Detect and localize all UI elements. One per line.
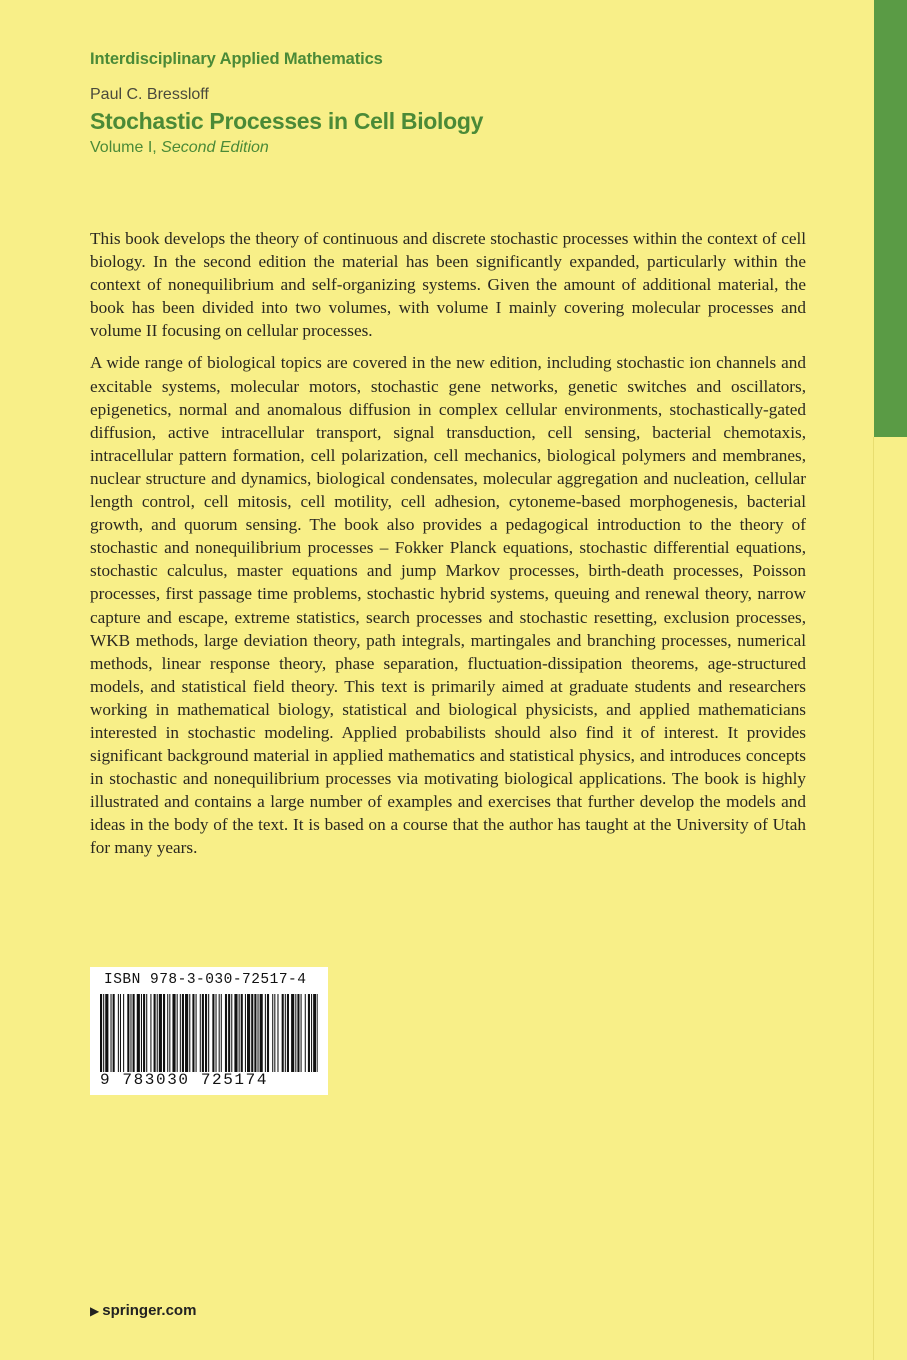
publisher-url: springer.com (102, 1302, 197, 1319)
barcode-bar (308, 994, 310, 1072)
barcode-bar (295, 994, 296, 1072)
edition-label: Second Edition (161, 139, 269, 156)
barcode-bar (167, 994, 168, 1072)
barcode-digits: 9 783030 725174 (100, 1071, 269, 1089)
barcode-bar (301, 994, 302, 1072)
barcode-bar (231, 994, 232, 1072)
blurb-text (90, 227, 806, 869)
publisher-link[interactable] (90, 1302, 196, 1319)
barcode-bar (182, 994, 184, 1072)
barcode-bar (291, 994, 294, 1072)
barcode-bar (169, 994, 170, 1072)
barcode-bar (297, 994, 299, 1072)
barcode-bar (189, 994, 190, 1072)
barcode-bar (205, 994, 207, 1072)
cover-header (90, 50, 850, 157)
barcode-bar (185, 994, 188, 1072)
barcode-bar (192, 994, 194, 1072)
barcode-bar (317, 994, 318, 1072)
barcode-bar (221, 994, 222, 1072)
spine-divider (873, 437, 874, 1360)
barcode-bar (239, 994, 240, 1072)
barcode-bar (105, 994, 108, 1072)
barcode-bar (247, 994, 250, 1072)
series-title: Interdisciplinary Applied Mathematics (90, 50, 383, 68)
isbn-barcode (90, 967, 328, 1095)
barcode-bar (111, 994, 112, 1072)
blurb-paragraph-2: A wide range of biological topics are covered in the new edition, including stochastic ion channels and excitable systems, molecular motors, stochastic gene networks, genetic switches and oscillators, epigenetics, normal and anomalous diffusion in complex cellular environments, stochastically-gated diffusion, active intracellular transport, signal transduction, cell sensing, bacterial chemotaxis, intracellular pattern formation, cell polarization, cell mechanics, biological polymers and membranes, nuclear structure and dynamics, biological condensates, molecular aggregation and nucleation, cellular length control, cell mitosis, cell motility, cell adhesion, cytoneme-based morphogenesis, bacterial growth, and quorum sensing. The book also provides a pedagogical introduction to the theory of stochastic and nonequilibrium processes – Fokker Planck equations, stochastic differential equations, stochastic calculus, master equations and jump Markov processes, birth-death processes, Poisson processes, first passage time problems, stochastic hybrid systems, queuing and renewal theory, narrow capture and escape, extreme statistics, search processes and stochastic resetting, exclusion processes, WKB methods, large deviation theory, path integrals, martingales and branching processes, numerical methods, linear response theory, phase separation, fluctuation-dissipation theorems, age-structured models, and statistical field theory. This text is primarily aimed at graduate students and researchers working in mathematical biology, statistical and biological physicists, and applied mathematicians interested in stochastic modeling. Applied probabilists should also find it of interest. It provides significant background material in applied mathematics and statistical physics, and introduces concepts in stochastic and nonequilibrium processes via motivating biological applications. The book is highly illustrated and contains a large number of examples and exercises that further develop the models and ideas in the body of the text. It is based on a course that the author has taught at the University of Utah for many years. (90, 353, 806, 858)
barcode-bars (100, 994, 318, 1072)
barcode-bar (154, 994, 156, 1072)
barcode-bar (313, 994, 316, 1072)
barcode-bar (157, 994, 158, 1072)
book-title: Stochastic Processes in Cell Biology (90, 108, 484, 134)
barcode-bar (287, 994, 289, 1072)
barcode-bar (120, 994, 121, 1072)
barcode-bar (265, 994, 266, 1072)
barcode-bar (258, 994, 259, 1072)
barcode-bar (159, 994, 162, 1072)
barcode-bar (103, 994, 104, 1072)
barcode-bar (130, 994, 131, 1072)
volume-label: Volume I, (90, 139, 162, 156)
spine-color-bar (874, 0, 907, 437)
barcode-bar (113, 994, 115, 1072)
volume-edition (90, 139, 850, 157)
barcode-bar (228, 994, 230, 1072)
triangle-right-icon: ▶ (90, 1304, 100, 1318)
barcode-bar (163, 994, 165, 1072)
barcode-bar (272, 994, 273, 1072)
barcode-bar (172, 994, 175, 1072)
barcode-bar (285, 994, 286, 1072)
barcode-bar (305, 994, 306, 1072)
barcode-bar (133, 994, 135, 1072)
barcode-bar (143, 994, 145, 1072)
barcode-bar (208, 994, 209, 1072)
barcode-bar (277, 994, 278, 1072)
barcode-bar (123, 994, 124, 1072)
barcode-bar (196, 994, 197, 1072)
barcode-bar (150, 994, 151, 1072)
barcode-bar (216, 994, 217, 1072)
barcode-bar (177, 994, 178, 1072)
isbn-label: ISBN 978-3-030-72517-4 (104, 972, 307, 988)
barcode-bar (146, 994, 147, 1072)
barcode-bar (137, 994, 140, 1072)
barcode-bar (274, 994, 275, 1072)
barcode-bar (260, 994, 263, 1072)
barcode-bar (241, 994, 243, 1072)
barcode-bar (118, 994, 119, 1072)
barcode-bar (200, 994, 201, 1072)
barcode-bar (141, 994, 142, 1072)
barcode-bar (234, 994, 237, 1072)
barcode-bar (212, 994, 214, 1072)
barcode-bar (311, 994, 312, 1072)
barcode-bar (225, 994, 227, 1072)
barcode-bar (251, 994, 253, 1072)
barcode-bar (127, 994, 129, 1072)
barcode-bar (202, 994, 204, 1072)
blurb-paragraph-1: This book develops the theory of continuous and discrete stochastic processes within the context of cell biology. In the second edition the material has been significantly expanded, particularly within the context of nonequilibrium and self-organizing systems. Given the amount of additional material, the book has been divided into two volumes, with volume I mainly covering molecular processes and volume II focusing on cellular processes. (90, 229, 806, 341)
barcode-bar (254, 994, 256, 1072)
barcode-bar (245, 994, 246, 1072)
barcode-bar (267, 994, 269, 1072)
author-name: Paul C. Bressloff (90, 86, 209, 103)
barcode-bar (219, 994, 220, 1072)
barcode-bar (282, 994, 284, 1072)
barcode-bar (100, 994, 102, 1072)
barcode-bar (180, 994, 181, 1072)
